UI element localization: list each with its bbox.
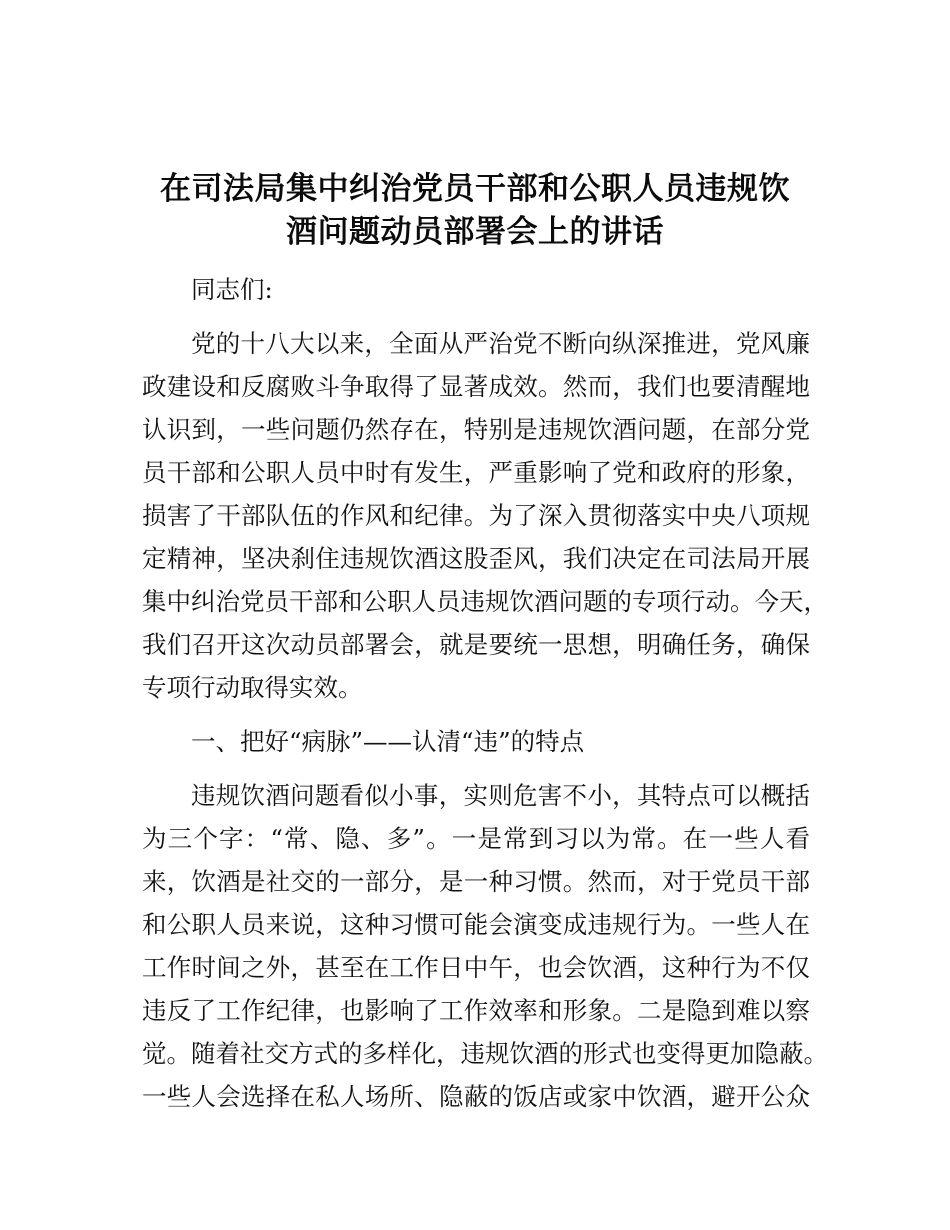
- document-title: [120, 168, 830, 254]
- paragraph-line: 我们召开这次动员部署会，就是要统一思想，明确任务，确保: [142, 630, 810, 659]
- paragraph-line: 一些人会选择在私人场所、隐蔽的饭店或家中饮酒，避开公众: [142, 1082, 810, 1111]
- paragraph-line: 专项行动取得实效。: [142, 673, 363, 702]
- paragraph-2: [142, 774, 828, 1118]
- paragraph-line: 损害了干部队伍的作风和纪律。为了深入贯彻落实中央八项规: [142, 501, 810, 530]
- paragraph-line: 来，饮酒是社交的一部分，是一种习惯。然而，对于党员干部: [142, 867, 810, 896]
- paragraph-line: 违反了工作纪律，也影响了工作效率和形象。二是隐到难以察: [142, 996, 810, 1025]
- paragraph-line: 党的十八大以来，全面从严治党不断向纵深推进，党风廉: [191, 329, 810, 358]
- paragraph-line: 政建设和反腐败斗争取得了显著成效。然而，我们也要清醒地: [142, 372, 810, 401]
- title-line-1: 在司法局集中纠治党员干部和公职人员违规饮: [160, 171, 790, 207]
- document-body: [142, 268, 828, 1129]
- paragraph-line: 工作时间之外，甚至在工作日中午，也会饮酒，这种行为不仅: [142, 953, 810, 982]
- paragraph-line: 违规饮酒问题看似小事，实则危害不小，其特点可以概括: [191, 781, 810, 810]
- greeting: 同志们:: [191, 275, 273, 304]
- paragraph-line: 和公职人员来说，这种习惯可能会演变成违规行为。一些人在: [142, 910, 810, 939]
- heading-paragraph: [142, 720, 810, 763]
- title-line-2: 酒问题动员部署会上的讲话: [286, 214, 664, 250]
- paragraph-1: [142, 322, 828, 709]
- paragraph-line: 觉。随着社交方式的多样化，违规饮酒的形式也变得更加隐蔽。: [142, 1039, 828, 1068]
- greeting-paragraph: [142, 268, 810, 311]
- section-heading-1: 一、把好“病脉”——认清“违”的特点: [191, 727, 585, 756]
- paragraph-line: 定精神，坚决刹住违规饮酒这股歪风，我们决定在司法局开展: [142, 544, 810, 573]
- paragraph-line: 员干部和公职人员中时有发生，严重影响了党和政府的形象，: [142, 458, 810, 487]
- paragraph-line: 为三个字：“常、隐、多”。一是常到习以为常。在一些人看: [142, 824, 810, 853]
- paragraph-line: 集中纠治党员干部和公职人员违规饮酒问题的专项行动。今天，: [142, 587, 828, 616]
- paragraph-line: 认识到，一些问题仍然存在，特别是违规饮酒问题，在部分党: [142, 415, 810, 444]
